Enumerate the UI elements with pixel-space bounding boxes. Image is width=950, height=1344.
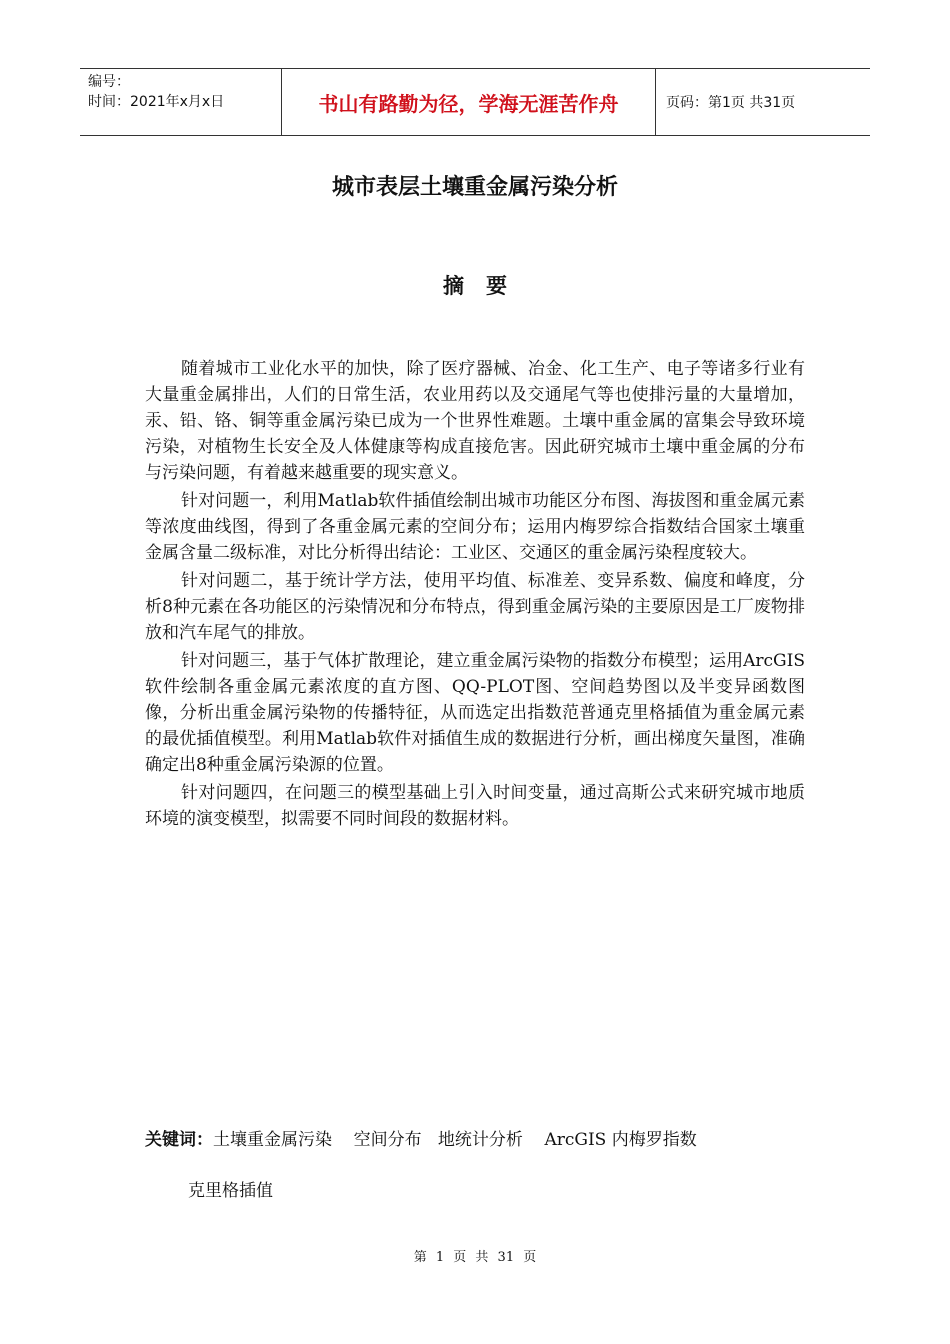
abstract-body	[145, 356, 805, 834]
abstract-paragraph: 针对问题一，利用Matlab软件插值绘制出城市功能区分布图、海拔图和重金属元素等浓度曲线图，得到了各重金属元素的空间分布；运用内梅罗综合指数结合国家土壤重金属含量二级标准，对比分析得出结论：工业区、交通区的重金属污染程度较大。	[145, 491, 805, 563]
abstract-heading: 摘要	[443, 274, 529, 298]
header-motto: 书山有路勤为径，学海无涯苦作舟	[282, 69, 656, 135]
abstract-paragraph: 针对问题二，基于统计学方法，使用平均值、标准差、变异系数、偏度和峰度，分析8种元素在各功能区的污染情况和分布特点，得到重金属污染的主要原因是工厂废物排放和汽车尾气的排放。	[145, 571, 805, 643]
abstract-paragraph: 针对问题四，在问题三的模型基础上引入时间变量，通过高斯公式来研究城市地质环境的演变模型，拟需要不同时间段的数据材料。	[145, 783, 805, 829]
header-meta	[80, 69, 282, 135]
abstract-paragraph: 针对问题三，基于气体扩散理论，建立重金属污染物的指数分布模型；运用ArcGIS 软件绘制各重金属元素浓度的直方图、QQ-PLOT图、空间趋势图以及半变异函数图像，分析出重金属污染物的传播特征，从而选定出指数范普通克里格插值为重金属元素的最优插值模型。利用Matlab软件对插值生成的数据进行分析，画出梯度矢量图，准确确定出8种重金属污染源的位置。	[145, 651, 805, 775]
document-time: 时间：2021年x月x日	[88, 94, 225, 110]
abstract-paragraph: 随着城市工业化水平的加快，除了医疗器械、冶金、化工生产、电子等诸多行业有大量重金属排出，人们的日常生活，农业用药以及交通尾气等也使排污量的大量增加，汞、铅、铬、铜等重金属污染已成为一个世界性难题。土壤中重金属的富集会导致环境污染，对植物生长安全及人体健康等构成直接危害。因此研究城市土壤中重金属的分布与污染问题，有着越来越重要的现实意义。	[145, 359, 805, 483]
header-page-info: 页码：第1页 共31页	[666, 95, 796, 111]
keywords-line	[145, 1127, 697, 1153]
document-number: 编号：	[88, 74, 130, 90]
document-title: 城市表层土壤重金属污染分析	[331, 175, 618, 200]
keywords-continued: 克里格插值	[188, 1181, 273, 1201]
keywords-list: 土壤重金属污染 空间分布 地统计分析 ArcGIS 内梅罗指数	[213, 1130, 697, 1150]
keywords-label: 关键词：	[145, 1130, 213, 1150]
page-header	[80, 68, 870, 136]
page-footer: 第 1 页 共 31 页	[413, 1250, 537, 1265]
